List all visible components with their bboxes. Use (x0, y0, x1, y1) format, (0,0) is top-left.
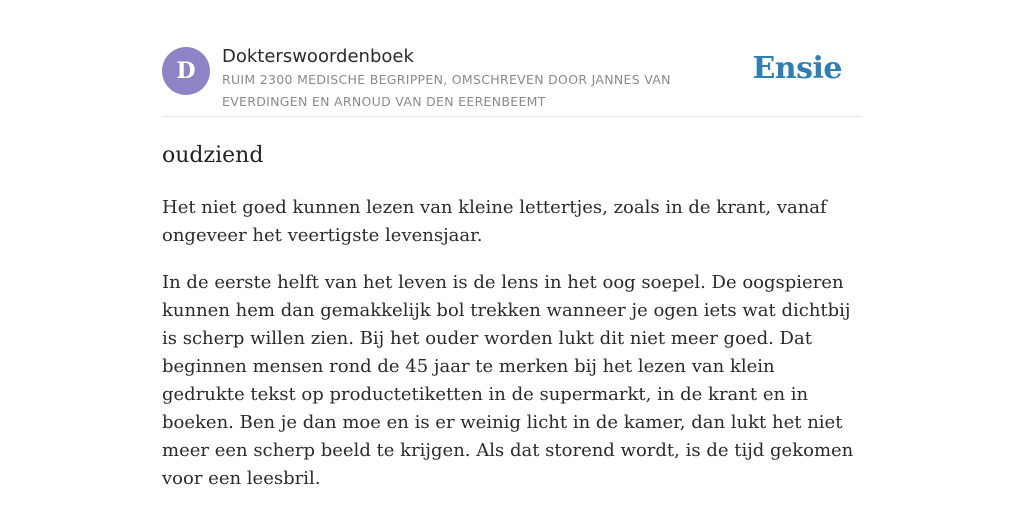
source-header (162, 46, 862, 117)
entry-term: oudziend (162, 143, 264, 168)
entry-definition: Het niet goed kunnen lezen van kleine lettertjes, zoals in de krant, vanaf ongeveer het veertigste levensjaar. (162, 197, 827, 246)
entry-explanation: In de eerste helft van het leven is de lens in het oog soepel. De oogspieren kunnen hem dan gemakkelijk bol trekken wanneer je ogen iets wat dichtbij is scherp willen zien. Bij het ouder worden lukt dit niet meer goed. Dat beginnen mensen rond de 45 jaar te merken bij het lezen van klein gedrukte tekst op productetiketten in de supermarkt, in de krant en in boeken. Ben je dan moe en is er weinig licht in de kamer, dan lukt het niet meer een scherp beeld te krijgen. Als dat storend wordt, is de tijd gekomen voor een leesbril. (162, 272, 854, 489)
source-subtitle: RUIM 2300 MEDISCHE BEGRIPPEN, OMSCHREVEN DOOR JANNES VAN EVERDINGEN EN ARNOUD VAN DEN EERENBEEMT (222, 72, 671, 109)
ensie-logo[interactable]: Ensie (752, 51, 842, 86)
page (162, 0, 862, 493)
source-avatar[interactable]: D (162, 47, 210, 95)
source-title[interactable]: Dokterswoordenboek (222, 46, 414, 67)
source-info (222, 46, 702, 113)
